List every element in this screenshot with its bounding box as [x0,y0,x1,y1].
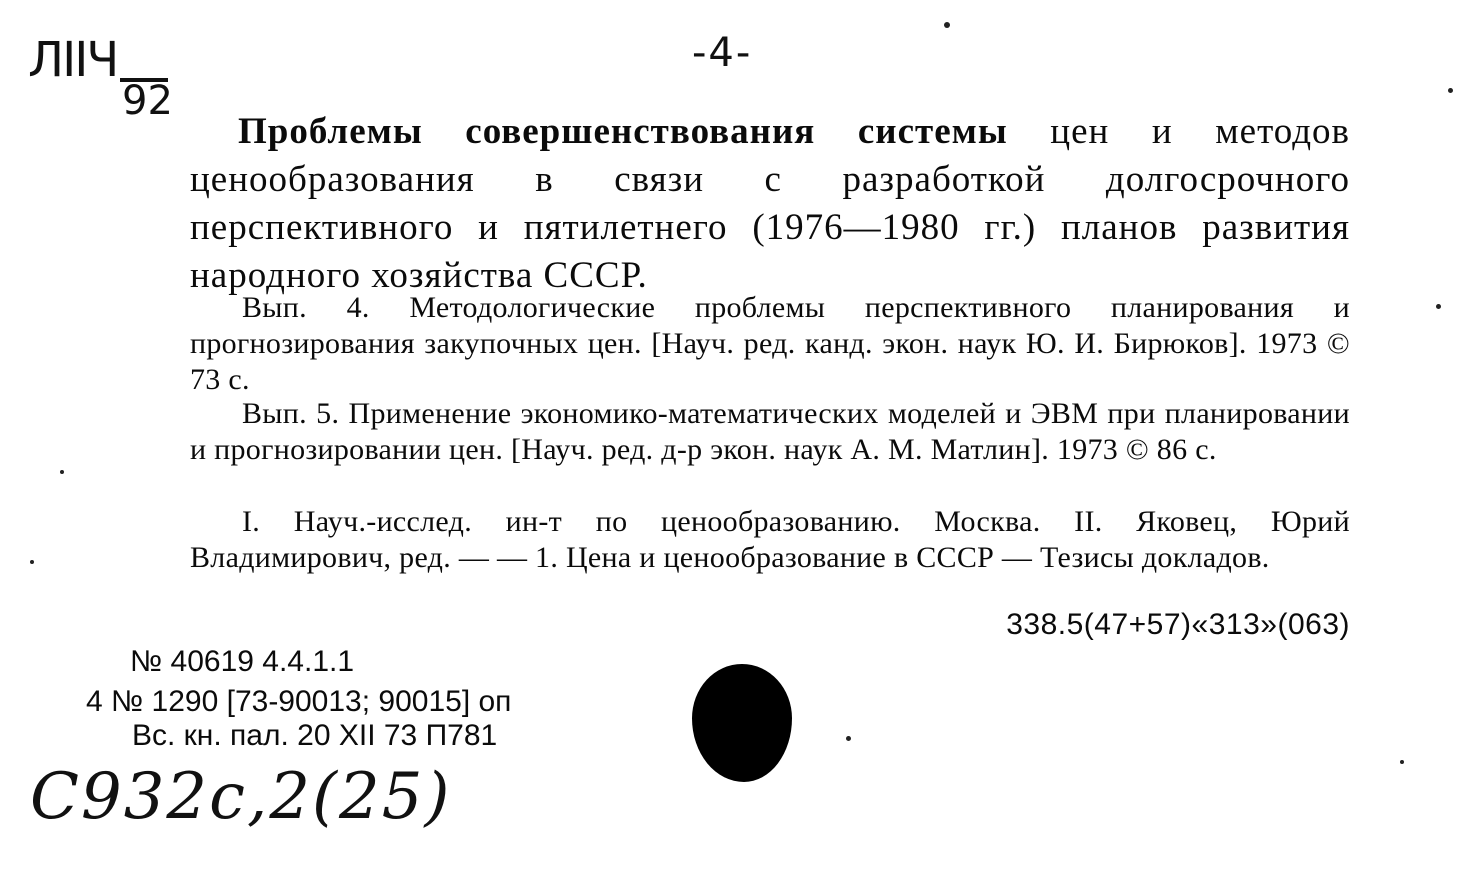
punch-hole [692,664,792,782]
scan-speck [30,560,34,564]
issue-5-entry: Вып. 5. Применение экономико-математических моделей и ЭВМ при планировании и прогнозировании цен. [Науч. ред. д-р экон. наук А. М. Матлин]. 1973 © 86 с. [190,397,1350,466]
scan-speck [1400,760,1404,764]
title-bold: Проблемы совершенствования системы [238,111,1008,152]
scan-speck [846,736,851,741]
tracings-entry: I. Науч.-исслед. ин-т по ценообразованию. Москва. II. Яковец, Юрий Владимирович, ред. — — 1. Цена и ценообразование в СССР — Тезисы докладов. [190,505,1350,574]
imprint-line-1: № 40619 4.4.1.1 [130,645,355,678]
handwritten-code: ЛIIЧ [28,32,118,88]
title-rest: цен и методов ценообразования в связи с разработкой долгосрочного перспективного и пятилетнего (1976—1980 гг.) планов развития народного хозяйства СССР. [190,111,1350,296]
handwritten-code-sub: 92 [122,78,173,124]
scan-speck [60,470,64,474]
handwritten-shelf-mark: С932с,2(25) [30,760,452,834]
scan-speck [1436,304,1441,309]
imprint-line-3: Вс. кн. пал. 20 XII 73 П781 [132,719,498,752]
issue-4-entry: Вып. 4. Методологические проблемы перспективного планирования и прогнозирования закупочных цен. [Науч. ред. канд. экон. наук Ю. И. Бирюков]. 1973 © 73 с. [190,291,1350,396]
record-title [190,108,1350,300]
page-number: -4- [692,30,753,76]
scan-speck [944,22,950,28]
udc-classification: 338.5(47+57)«313»(063) [1006,608,1350,641]
imprint-line-2: 4 № 1290 [73-90013; 90015] оп [86,685,512,718]
scan-speck [1448,88,1453,93]
